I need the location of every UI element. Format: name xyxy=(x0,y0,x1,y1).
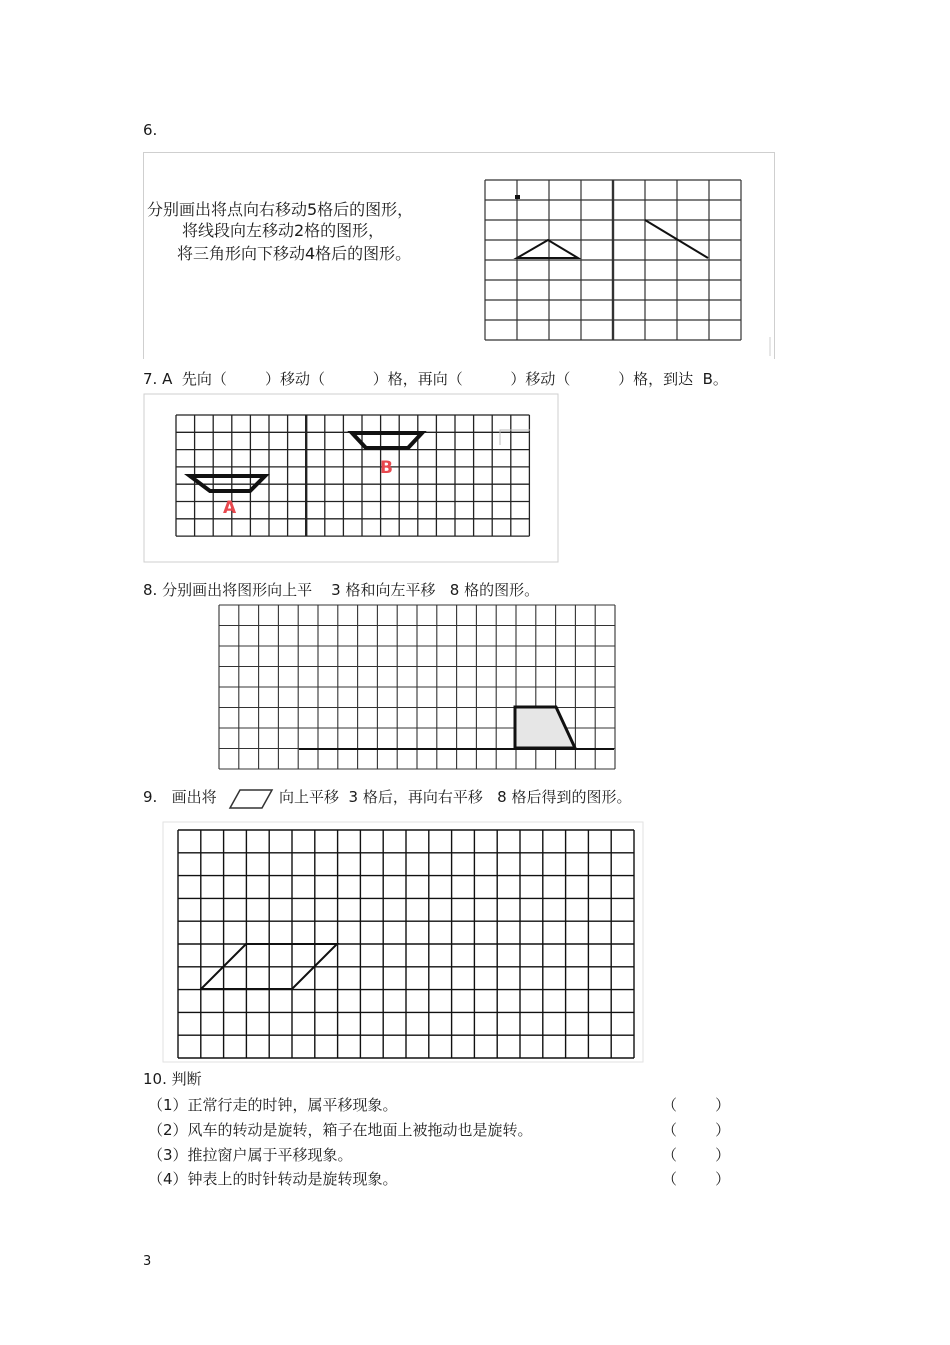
q10-item-1: （1）正常行走的时钟，属平移现象。 xyxy=(148,1096,398,1114)
q10-answer-3[interactable]: （ ） xyxy=(662,1146,731,1164)
q10-item-2: （2）风车的转动是旋转，箱子在地面上被拖动也是旋转。 xyxy=(148,1121,533,1139)
q6-point xyxy=(515,195,520,199)
q10-answer-1[interactable]: （ ） xyxy=(662,1096,731,1114)
q10-item-3: （3）推拉窗户属于平移现象。 xyxy=(148,1146,353,1164)
q10-title: 10. 判断 xyxy=(143,1070,202,1088)
q6-instruction-line3: 将三角形向下移动4格后的图形。 xyxy=(177,244,412,263)
q6-instruction-line1: 分别画出将点向右移动5格后的图形， xyxy=(147,200,414,219)
q6-triangle xyxy=(517,240,578,258)
q8-prompt: 8. 分别画出将图形向上平 3 格和向左平移 8 格的图形。 xyxy=(143,581,540,599)
q7-label-a: A xyxy=(223,498,237,518)
q10-answer-2[interactable]: （ ） xyxy=(662,1121,731,1139)
q8-trapezoid xyxy=(515,707,575,748)
q10-answer-4[interactable]: （ ） xyxy=(662,1170,731,1188)
q7-prompt: 7. A 先向（ ）移动（ ）格，再向（ ）移动（ ）格，到达 B。 xyxy=(143,370,728,388)
q6-grid xyxy=(485,180,741,340)
q9-parallelogram-icon xyxy=(230,790,272,808)
q9-prompt-after: 向上平移 3 格后，再向右平移 8 格后得到的图形。 xyxy=(279,788,632,806)
q7-shape-a xyxy=(190,476,265,491)
q7-label-b: B xyxy=(380,458,393,478)
q9-prompt-before: 9. 画出将 xyxy=(143,788,217,806)
q6-number: 6. xyxy=(143,121,158,139)
q10-item-4: （4）钟表上的时针转动是旋转现象。 xyxy=(148,1170,398,1188)
page-number: 3 xyxy=(143,1254,152,1269)
q6-instruction-line2: 将线段向左移动2格的图形， xyxy=(182,221,385,240)
